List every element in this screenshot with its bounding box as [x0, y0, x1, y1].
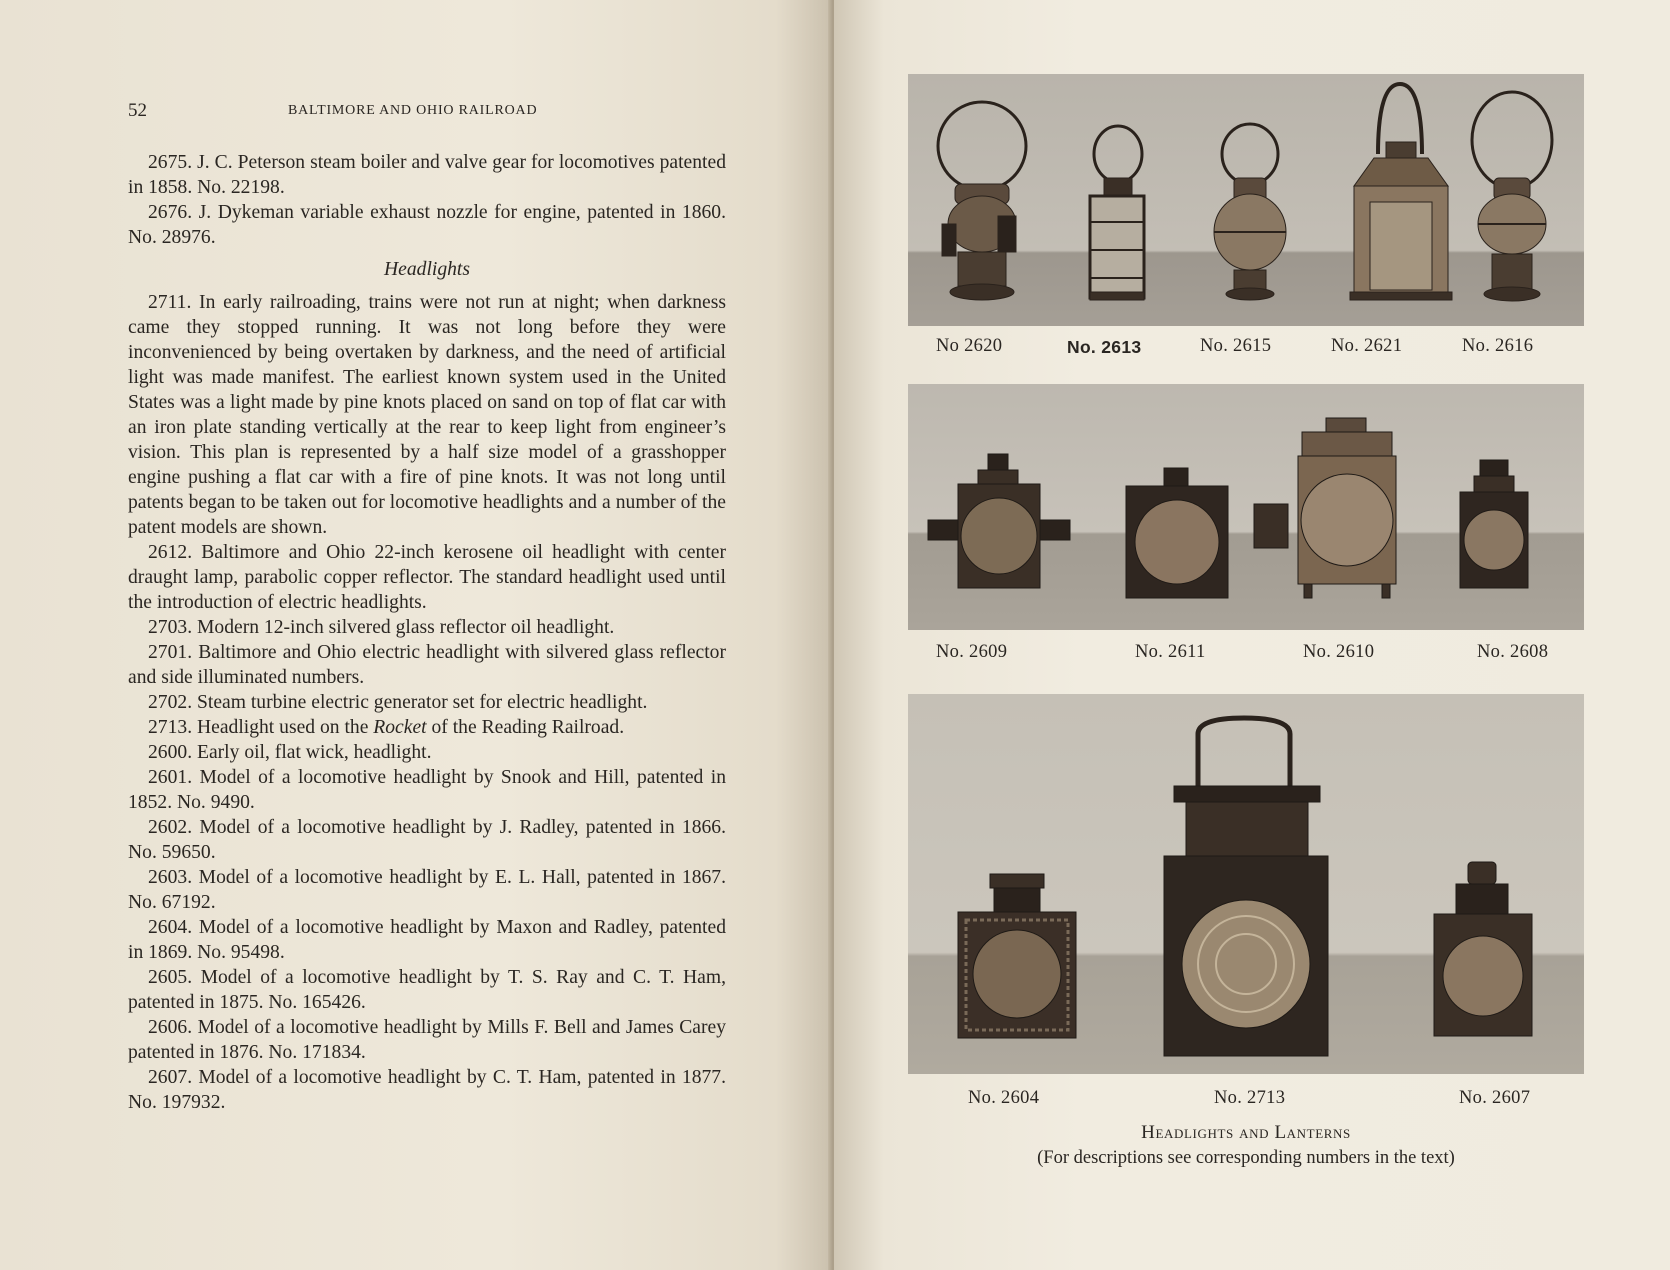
catalog-entry: 2676. J. Dykeman variable exhaust nozzle for engine, patented in 1860. No. 28976.: [128, 202, 726, 248]
catalog-entry-2713: [128, 715, 726, 740]
catalog-entry: 2600. Early oil, flat wick, headlight.: [148, 742, 432, 763]
catalog-entry: 2675. J. C. Peterson steam boiler and valve gear for locomotives patented in 1858. No. 22198.: [128, 152, 726, 198]
entry-2713-italic: Rocket: [373, 717, 427, 738]
catalog-entry: 2602. Model of a locomotive headlight by J. Radley, patented in 1866. No. 59650.: [128, 817, 726, 863]
catalog-entry: 2604. Model of a locomotive headlight by Maxon and Radley, patented in 1869. No. 95498.: [128, 917, 726, 963]
label-2607: No. 2607: [1459, 1088, 1531, 1108]
photo-headlights-row: [908, 384, 1584, 630]
catalog-entry: 2612. Baltimore and Ohio 22-inch kerosene oil headlight with center draught lamp, parabolic copper reflector. The standard headlight used until the introduction of electric headlights.: [128, 542, 726, 613]
entry-2713-text: 2713. Headlight used on the: [148, 717, 374, 738]
label-2616: No. 2616: [1462, 336, 1534, 356]
running-head: [128, 100, 726, 130]
headlight-2608-image: [1460, 460, 1528, 588]
catalog-entry: 2607. Model of a locomotive headlight by C. T. Ham, patented in 1877. No. 197932.: [128, 1067, 726, 1113]
label-2610: No. 2610: [1303, 642, 1375, 662]
label-2615: No. 2615: [1200, 336, 1272, 356]
catalog-entry: 2605. Model of a locomotive headlight by T. S. Ray and C. T. Ham, patented in 1875. No. 165426.: [128, 967, 726, 1013]
headlight-2610-image: [1254, 418, 1396, 598]
catalog-entry: 2603. Model of a locomotive headlight by E. L. Hall, patented in 1867. No. 67192.: [128, 867, 726, 913]
body-text: [128, 150, 726, 1115]
label-2604: No. 2604: [968, 1088, 1040, 1108]
catalog-entry: 2702. Steam turbine electric generator set for electric headlight.: [148, 692, 648, 713]
label-2608: No. 2608: [1477, 642, 1549, 662]
lantern-2621-image: [1350, 84, 1452, 300]
label-2713: No. 2713: [1214, 1088, 1286, 1108]
section-heading-headlights: Headlights: [384, 259, 470, 280]
left-page: [0, 0, 834, 1270]
catalog-entry: 2606. Model of a locomotive headlight by Mills F. Bell and James Carey patented in 1876. No. 171834.: [128, 1017, 726, 1063]
entry-2713-rest: of the Reading Railroad.: [426, 717, 625, 738]
headlight-2609-image: [928, 454, 1070, 588]
label-2611: No. 2611: [1135, 642, 1206, 662]
lantern-2620-image: [938, 102, 1026, 300]
headlight-2611-image: [1126, 468, 1228, 598]
catalog-entry: 2711. In early railroading, trains were not run at night; when darkness came they stopped running. It was not long before they were inconvenienced by being overtaken by darkness, and the need of artificial light was made manifest. The earliest known system used in the United States was a light made by pine knots placed on sand on top of flat car with an iron plate standing vertically at the rear to keep light from engineer’s vision. This plan is represented by a half size model of a grasshopper engine pushing a flat car with a fire of pine knots. It was not long until patents began to be taken out for locomotive headlights and a number of the patent models are shown.: [128, 292, 726, 538]
lantern-2613-image: [1090, 126, 1144, 300]
headlight-2604-image: [958, 874, 1076, 1038]
catalog-entry: 2701. Baltimore and Ohio electric headlight with silvered glass reflector and side illuminated numbers.: [128, 642, 726, 688]
headlight-2607-image: [1434, 862, 1532, 1036]
catalog-entry: 2703. Modern 12-inch silvered glass reflector oil headlight.: [148, 617, 615, 638]
running-head-title: BALTIMORE AND OHIO RAILROAD: [288, 103, 538, 118]
catalog-entry: 2601. Model of a locomotive headlight by Snook and Hill, patented in 1852. No. 9490.: [128, 767, 726, 813]
page-number: 52: [128, 100, 147, 121]
photo-lanterns-row: [908, 74, 1584, 326]
plate-caption: (For descriptions see corresponding numbers in the text): [1037, 1148, 1455, 1168]
label-2609: No. 2609: [936, 642, 1008, 662]
label-2613: No. 2613: [1067, 337, 1142, 357]
headlight-2713-image: [1164, 718, 1328, 1056]
lantern-2615-image: [1214, 124, 1286, 300]
label-2620: No 2620: [936, 336, 1003, 356]
plate-title: Headlights and Lanterns: [1141, 1122, 1351, 1143]
label-2621: No. 2621: [1331, 336, 1403, 356]
lantern-2616-image: [1472, 92, 1552, 301]
photo-large-headlights: [908, 694, 1584, 1074]
